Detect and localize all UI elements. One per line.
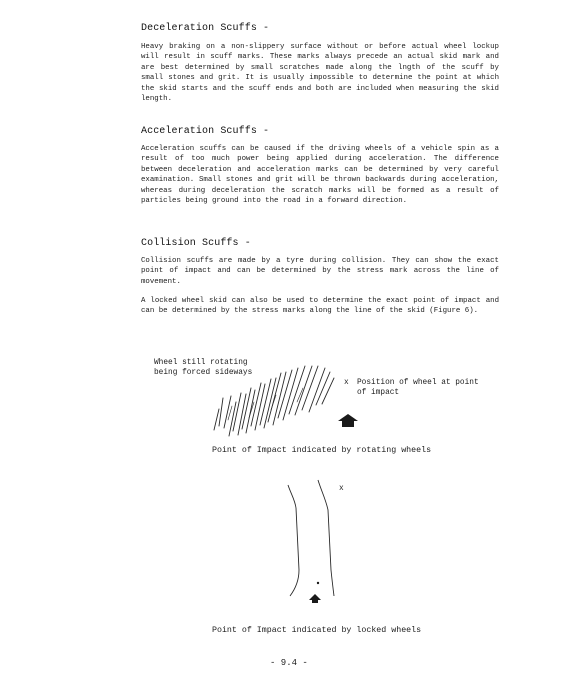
caption-locked-wheels: Point of Impact indicated by locked wheels: [212, 626, 422, 635]
heading-collision-scuffs: Collision Scuffs -: [141, 238, 251, 249]
locked-impact-marker: x: [339, 485, 344, 493]
label-wheel-position: Position of wheel at point of impact: [357, 379, 479, 397]
page-number: - 9.4 -: [270, 658, 308, 668]
heading-acceleration-scuffs: Acceleration Scuffs -: [141, 126, 270, 137]
paragraph-collision-scuffs: Collision scuffs are made by a tyre during collision. They can show the exact point of impact and can be determined by the stress mark across the line of movement.: [141, 257, 499, 286]
point-of-impact-marker: x: [344, 379, 349, 387]
impact-direction-arrow: [338, 414, 358, 427]
caption-rotating-wheels: Point of Impact indicated by rotating wheels: [212, 446, 432, 455]
locked-wheel-impact-arrow: [309, 582, 321, 603]
heading-deceleration-scuffs: Deceleration Scuffs -: [141, 23, 270, 34]
paragraph-acceleration-scuffs: Acceleration scuffs can be caused if the driving wheels of a vehicle spin as a result of too much power being applied during acceleration. The difference between deceleration and acceleration marks can be determined by very careful examination. Small stones and grit will be thrown backwards during acceleration, whereas during deceleration the scratch marks will be formed as a result of particles being ground into the road in a forward direction.: [141, 145, 499, 206]
paragraph-locked-wheel-skid: A locked wheel skid can also be used to determine the exact point of impact and can be determined by the stress marks along the line of the skid (Figure 6).: [141, 297, 499, 316]
paragraph-deceleration-scuffs: Heavy braking on a non-slippery surface without or before actual wheel lockup will result in scuff marks. These marks always precede an actual skid mark and are best determined by small scratches made along the lngth of the scuff by small stones and grit. It is usually impossible to determine the point at which the skid starts and the scuff ends and both are included when measuring the skid length.: [141, 43, 499, 104]
label-wheel-rotating: Wheel still rotating being forced sideways: [154, 359, 253, 377]
locked-wheel-skid-marks: [288, 480, 334, 596]
